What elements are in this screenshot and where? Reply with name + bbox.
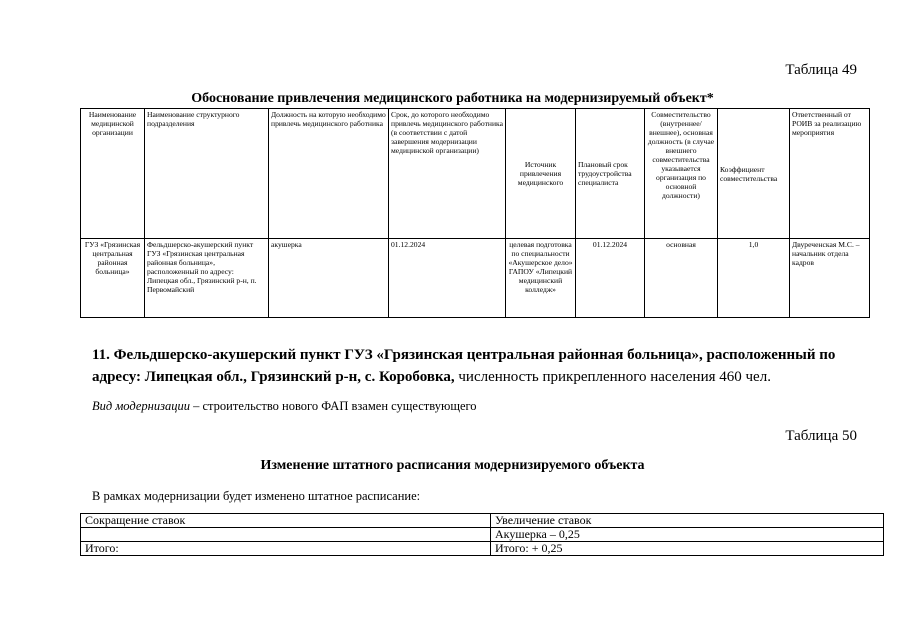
header-cell: Наименование медицинской организации [81,109,145,239]
table-50 [80,513,884,556]
table-50-header-row [81,514,884,528]
header-cell: Наименование структурного подразделения [145,109,269,239]
table-row [81,528,884,542]
section-11-heading: 11. Фельдшерско-акушерский пункт ГУЗ «Грязинская центральная районная больница», расположенный по адресу: Липецкая обл., Грязинский р-н, с. Коробовка, [92,347,836,385]
table-50-title: Изменение штатного расписания модернизируемого объекта [260,458,645,473]
header-cell: Совместительство (внутреннее/внешнее), основная должность (в случае внешнего совместительства указывается организация по основной должности) [645,109,718,239]
table-row [81,239,870,318]
modernization-label: Вид модернизации [92,399,190,413]
table-cell: 01.12.2024 [576,239,645,318]
table-49-label: Таблица 49 [785,62,857,78]
section-11-paragraph [92,344,852,388]
table-50-label: Таблица 50 [785,428,857,444]
section-11-population: численность прикрепленного населения 460 чел. [454,369,771,385]
header-cell: Должность на которую необходимо привлечь медицинского работника [269,109,389,239]
table-cell: 1,0 [718,239,790,318]
table-cell: Фельдшерско-акушерский пункт ГУЗ «Грязинская центральная районная больница», расположенный по адресу: Липецкая обл., Грязинский р-н, п. Первомайский [145,239,269,318]
reduction-header: Сокращение ставок [81,514,491,528]
table-49-title: Обоснование привлечения медицинского работника на модернизируемый объект* [191,91,714,106]
table-49-header-row [81,109,870,239]
table-cell: ГУЗ «Грязинская центральная районная больница» [81,239,145,318]
header-cell: Срок, до которого необходимо привлечь медицинского работника (в соответствии с датой завершения модернизации медицинской организации) [389,109,506,239]
total-reduction: Итого: [81,542,491,556]
increase-header: Увеличение ставок [491,514,884,528]
table-cell: целевая подготовка по специальности «Акушерское дело» ГАПОУ «Липецкий медицинский колледж» [506,239,576,318]
table-50-intro: В рамках модернизации будет изменено штатное расписание: [92,489,421,503]
table-cell: 01.12.2024 [389,239,506,318]
table-cell [81,528,491,542]
table-cell: Акушерка – 0,25 [491,528,884,542]
header-cell: Коэффициент совместительства [718,109,790,239]
modernization-text: – строительство нового ФАП взамен существующего [190,399,477,413]
table-50-total-row [81,542,884,556]
table-cell: акушерка [269,239,389,318]
header-cell: Ответственный от РОИВ за реализацию мероприятия [790,109,870,239]
total-increase: Итого: + 0,25 [491,542,884,556]
table-49 [80,108,870,318]
header-cell: Плановый срок трудоустройства специалиста [576,109,645,239]
modernization-type [92,399,477,414]
table-cell: Двуреченская М.С. – начальник отдела кадров [790,239,870,318]
table-cell: основная [645,239,718,318]
header-cell: Источник привлечения медицинского [506,109,576,239]
